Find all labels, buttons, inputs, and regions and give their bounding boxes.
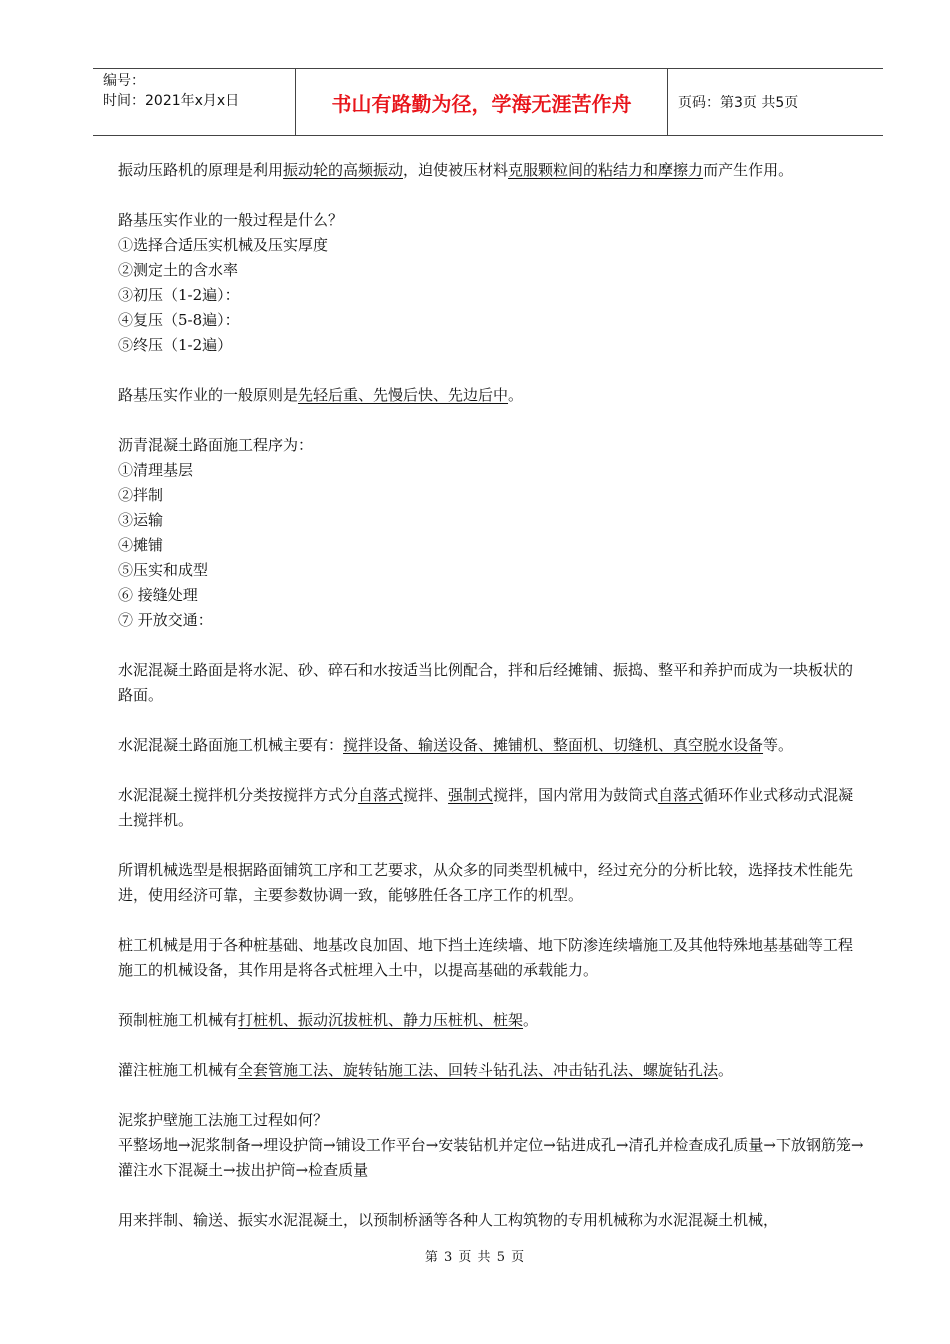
question-mud-wall-method: 泥浆护壁施工法施工过程如何？ (118, 1111, 329, 1129)
paragraph-pile-machinery: 桩工机械是用于各种桩基础、地基改良加固、地下挡土连续墙、地下防渗连续墙施工及其他特殊地基基础等工程施工的机械设备，其作用是将各式桩埋入土中，以提高基础的承载能力。 (118, 936, 854, 979)
answer-mud-wall-process: 平整场地→泥浆制备→埋设护筒→铺设工作平台→安装钻机并定位→钻进成孔→清孔并检查成孔质量→下放钢筋笼→灌注水下混凝土→拔出护筒→检查质量 (118, 1136, 864, 1179)
list-item: ⑤终压（1-2遍） (118, 336, 233, 354)
page-indicator: 页码：第3页 共5页 (678, 95, 799, 111)
paragraph-mixer-classification: 水泥混凝土搅拌机分类按搅拌方式分自落式搅拌、强制式搅拌，国内常用为鼓筒式自落式循环作业式移动式混凝土搅拌机。 (118, 786, 854, 829)
paragraph-precast-pile: 预制桩施工机械有打桩机、振动沉拔桩机、静力压桩机、桩架。 (118, 1011, 539, 1029)
list-item: ①清理基层 (118, 461, 194, 479)
list-item: ③运输 (118, 511, 164, 529)
paragraph-cast-in-place-pile: 灌注桩施工机械有全套管施工法、旋转钻施工法、回转斗钻孔法、冲击钻孔法、螺旋钻孔法。 (118, 1061, 734, 1079)
underlined-term: 振动轮的高频振动 (283, 161, 404, 179)
underlined-term: 克服颗粒间的粘结力和摩擦力 (508, 161, 704, 179)
list-item: ⑤压实和成型 (118, 561, 209, 579)
underlined-term: 强制式 (448, 786, 494, 804)
list-item: ⑦ 开放交通： (118, 611, 213, 629)
paragraph-concrete-machinery: 用来拌制、输送、振实水泥混凝土，以预制桥涵等各种人工构筑物的专用机械称为水泥混凝土机械， (118, 1211, 779, 1229)
page-footer: 第 3 页 共 5 页 (424, 1250, 526, 1265)
question-compaction-process: 路基压实作业的一般过程是什么？ (118, 211, 344, 229)
document-body (118, 158, 866, 1233)
paragraph-vibratory-roller: 振动压路机的原理是利用振动轮的高频振动，迫使被压材料克服颗粒间的粘结力和摩擦力而产生作用。 (118, 161, 794, 179)
underlined-term: 自落式 (658, 786, 704, 804)
question-asphalt-procedure: 沥青混凝土路面施工程序为： (118, 436, 314, 454)
list-item: ④摊铺 (118, 536, 164, 554)
list-item: ②拌制 (118, 486, 164, 504)
underlined-term: 自落式 (358, 786, 404, 804)
underlined-term: 先轻后重、先慢后快、先边后中 (298, 386, 509, 404)
paragraph-compaction-principle: 路基压实作业的一般原则是先轻后重、先慢后快、先边后中。 (118, 386, 524, 404)
underlined-term: 打桩机、振动沉拔桩机、静力压桩机、桩架 (238, 1011, 524, 1029)
list-item: ②测定土的含水率 (118, 261, 239, 279)
underlined-term: 全套管施工法、旋转钻施工法、回转斗钻孔法、冲击钻孔法、螺旋钻孔法 (238, 1061, 719, 1079)
list-item: ④复压（5-8遍）： (118, 311, 240, 329)
document-number-label: 编号： (103, 73, 145, 89)
list-item: ③初压（1-2遍）： (118, 286, 240, 304)
document-time: 时间：2021年x月x日 (103, 93, 240, 109)
underlined-term: 搅拌设备、输送设备、摊铺机、整面机、切缝机、真空脱水设备 (343, 736, 764, 754)
list-item: ①选择合适压实机械及压实厚度 (118, 236, 329, 254)
header-info-cell (93, 69, 295, 135)
motto: 书山有路勤为径，学海无涯苦作舟 (295, 69, 668, 135)
paragraph-machine-selection: 所谓机械选型是根据路面铺筑工序和工艺要求，从众多的同类型机械中，经过充分的分析比较，选择技术性能先进，使用经济可靠，主要参数协调一致，能够胜任各工序工作的机型。 (118, 861, 854, 904)
paragraph-cement-pavement: 水泥混凝土路面是将水泥、砂、碎石和水按适当比例配合，拌和后经摊铺、振捣、整平和养护而成为一块板状的路面。 (118, 661, 854, 704)
list-item: ⑥ 接缝处理 (118, 586, 198, 604)
header-table (93, 68, 883, 136)
paragraph-cement-machinery: 水泥混凝土路面施工机械主要有：搅拌设备、输送设备、摊铺机、整面机、切缝机、真空脱水设备等。 (118, 736, 794, 754)
